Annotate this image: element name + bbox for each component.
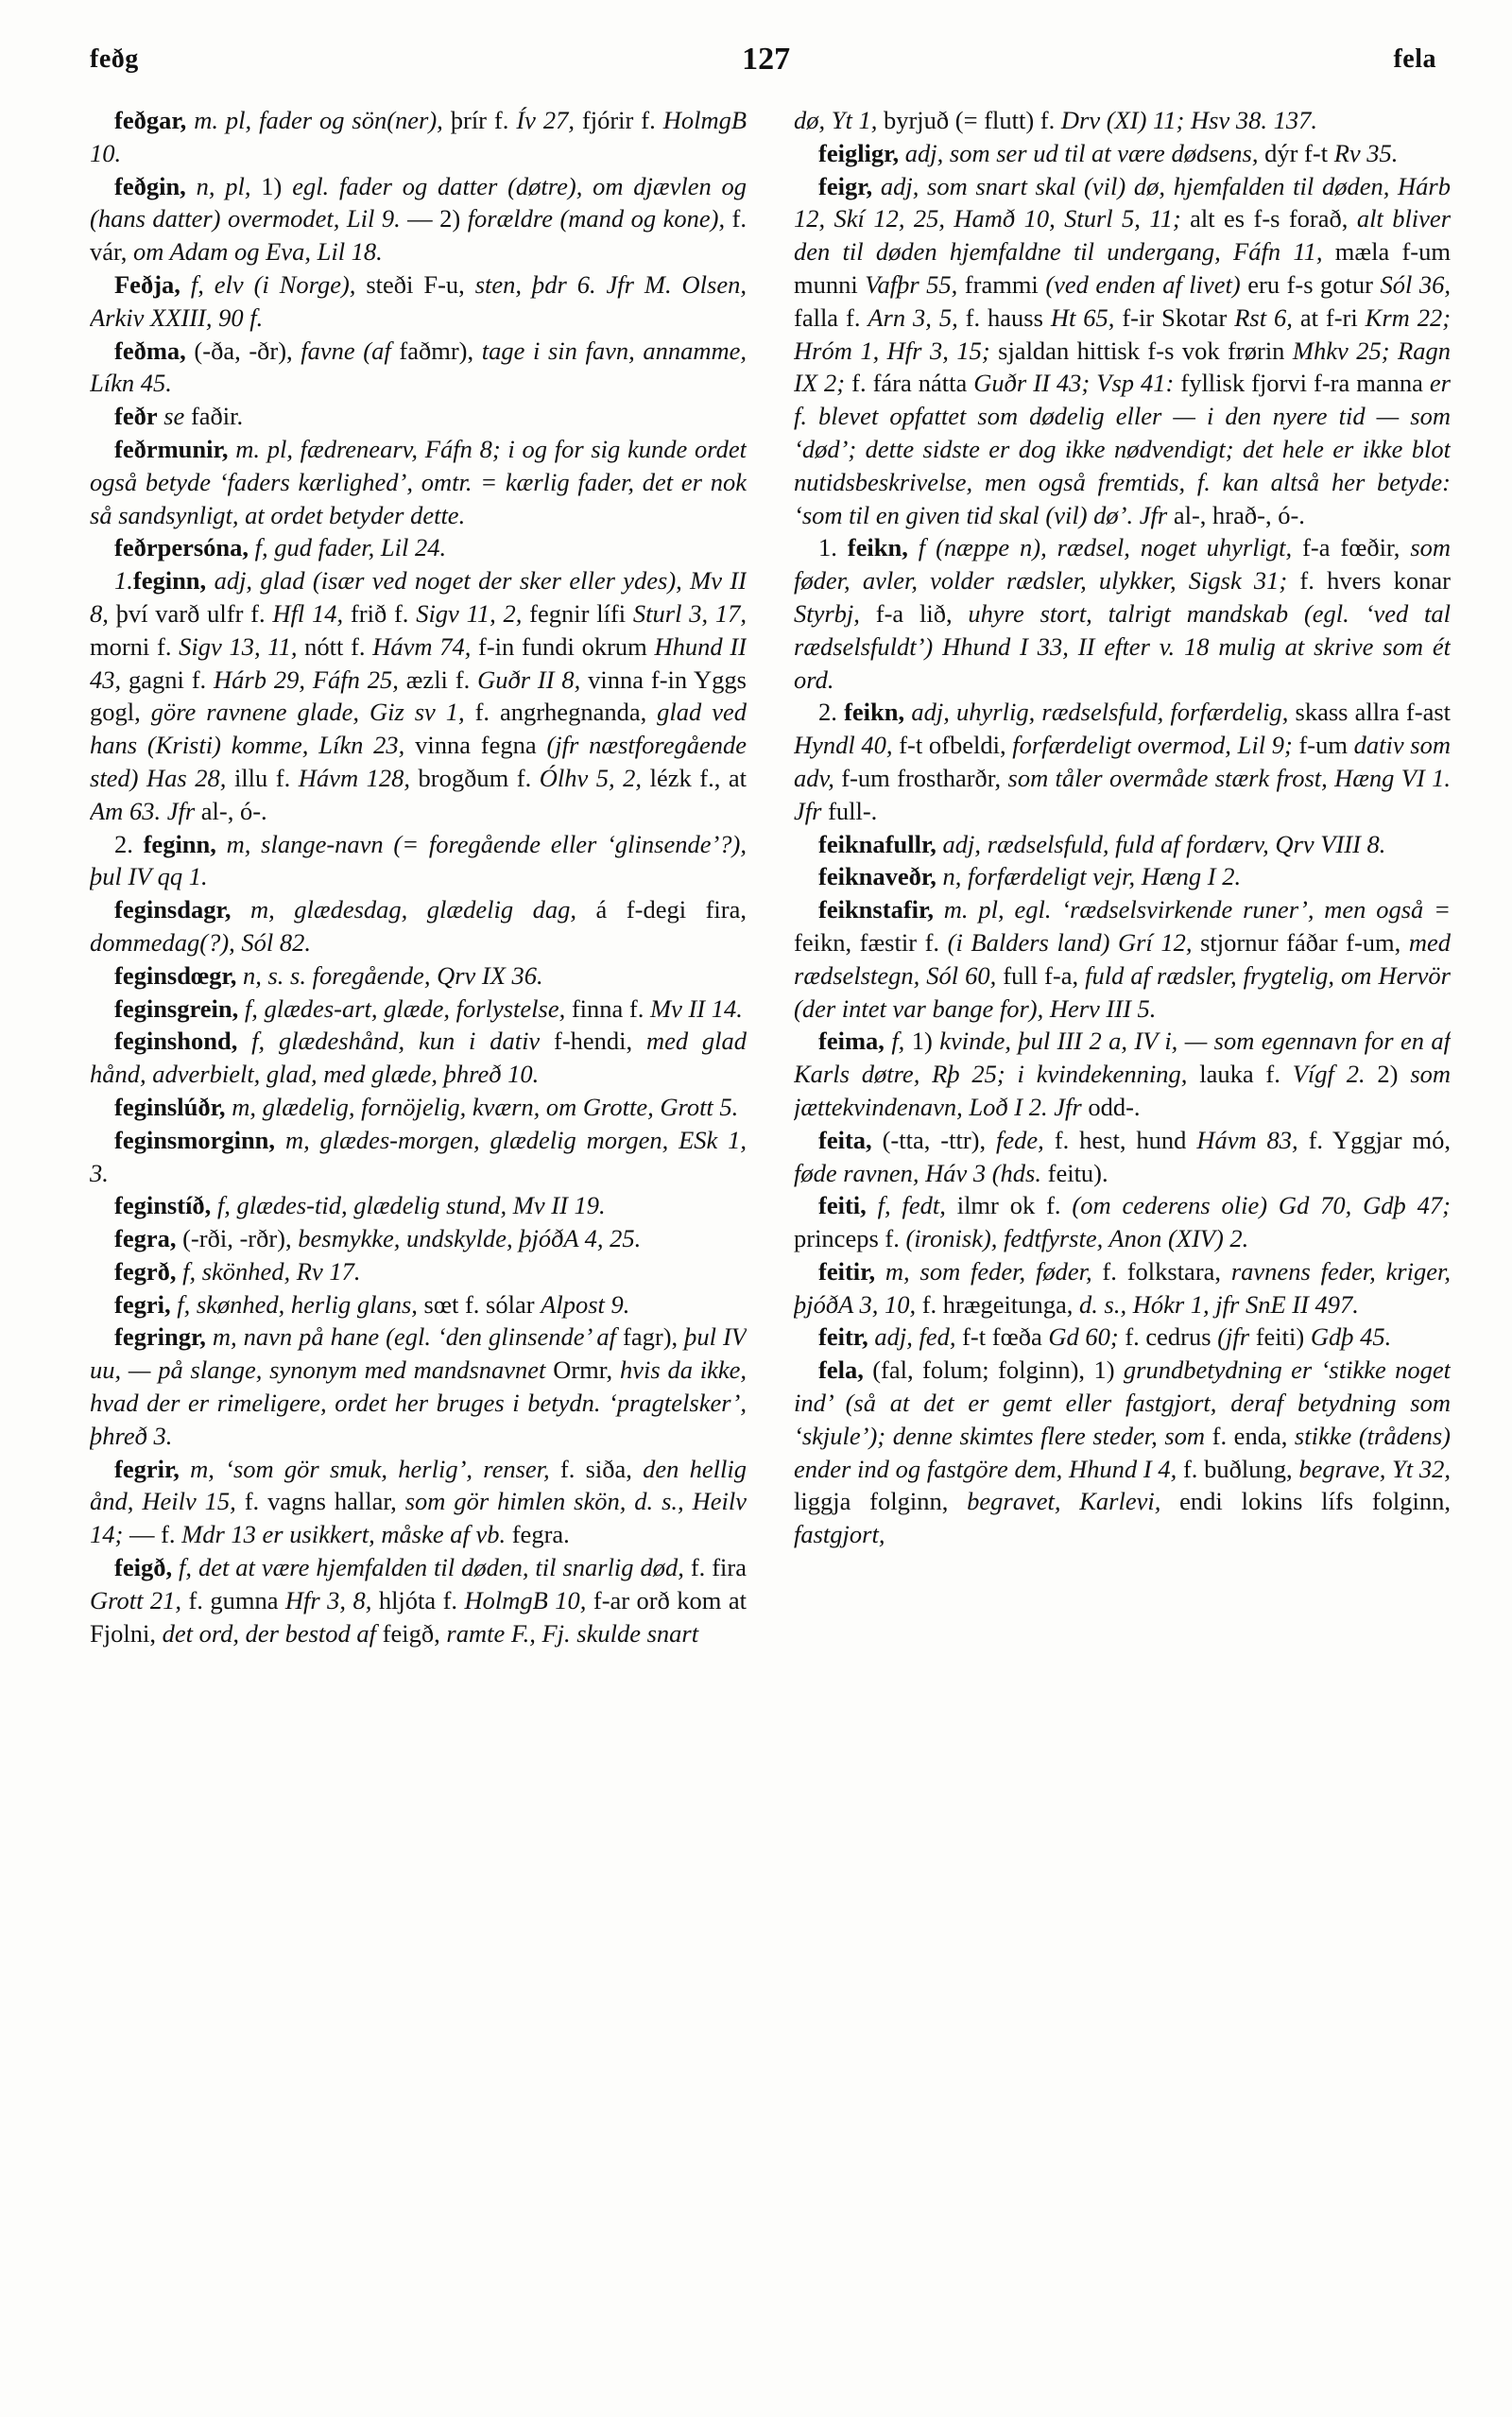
dictionary-entry: 1. feikn, f (næppe n), rædsel, noget uhyrligt, f-a fœðir, som føder, avler, volder rædsler, ulykker, Sigsk 31; f. hvers konar Styrbj, f-a lið, uhyre stort, talrigt mandskab (egl. ‘ved tal rædselsfuldt’) Hhund I 33, II efter v. 18 mulig at skrive som ét ord. — [794, 533, 1451, 694]
dictionary-entry: feigligr, adj, som ser ud til at være dødsens, dýr f-t Rv 35. — [818, 138, 1399, 167]
dictionary-entry: feðgin, n, pl, 1) egl. fader og datter (døtre), om djævlen og (hans datter) overmodet, Lil 9. — 2) forældre (mand og kone), f. vár, om Adam og Eva, Lil 18. — [90, 171, 747, 267]
dictionary-entry: feginsdagr, m, glædesdag, glædelig dag, á f-degi fira, dommedag(?), Sól 82. — [90, 895, 747, 957]
dictionary-entry: feiknafullr, adj, rædselsfuld, fuld af fordærv, Qrv VIII 8. — [818, 829, 1386, 858]
dictionary-entry: feita, (-tta, -ttr), fede, f. hest, hund Hávm 83, f. Yggjar mó, føde ravnen, Háv 3 (hds. feitu). — [794, 1125, 1451, 1187]
dictionary-entry: dø, Yt 1, byrjuð (= flutt) f. Drv (XI) 11; Hsv 38. 137. — [794, 106, 1317, 134]
dictionary-entry: feima, f, 1) kvinde, þul III 2 a, IV i, — som egennavn for en af Karls døtre, Rþ 25; i kvindekenning, lauka f. Vígf 2. 2) som jættekvindenavn, Loð I 2. Jfr odd-. — [794, 1027, 1451, 1121]
dictionary-entry: fegra, (-rði, -rðr), besmykke, undskylde, þjóðA 4, 25. — [114, 1224, 642, 1253]
dictionary-entry: 2. feginn, m, slange-navn (= foregående eller ‘glinsende’?), þul IV qq 1. — [90, 829, 747, 891]
dictionary-entry: feðrpersóna, f, gud fader, Lil 24. — [114, 533, 447, 562]
dictionary-entry: 2. feikn, adj, uhyrlig, rædselsfuld, forfærdelig, skass allra f-ast Hyndl 40, f-t ofbeldi, forfærdeligt overmod, Lil 9; f-um dativ som adv, f-um frostharðr, som tåler overmåde stærk frost, Hæng VI 1. Jfr full-. — [794, 698, 1451, 825]
dictionary-entry: fegrir, m, ‘som gör smuk, herlig’, renser, f. siða, den hellig ånd, Heilv 15, f. vagns hallar, som gör himlen skön, d. s., Heilv 14; — f. Mdr 13 er usikkert, måske af vb. fegra. — [90, 1454, 747, 1549]
text-columns — [90, 104, 1451, 2391]
dictionary-entry: feitir, m, som feder, føder, f. folkstara, ravnens feder, kriger, þjóðA 3, 10, f. hrægeitunga, d. s., Hókr 1, jfr SnE II 497. — [794, 1256, 1451, 1319]
dictionary-entry: feiknaveðr, n, forfærdeligt vejr, Hæng I 2. — [818, 862, 1242, 891]
dictionary-entry: feðgar, m. pl, fader og sön(ner), þrír f. Ív 27, fjórir f. HolmgB 10. — [90, 106, 747, 167]
dictionary-entry: feigð, f, det at være hjemfalden til døden, til snarlig død, f. fira Grott 21, f. gumna Hfr 3, 8, hljóta f. HolmgB 10, f-ar orð kom at Fjolni, det ord, der bestod af feigð, ramte F., Fj. skulde snart — [90, 1553, 747, 1648]
dictionary-entry: feginshond, f, glædeshånd, kun i dativ f-hendi, med glad hånd, adverbielt, glad, med glæde, þhreð 10. — [90, 1027, 747, 1089]
dictionary-entry: Feðja, f, elv (i Norge), steði F-u, sten, þdr 6. Jfr M. Olsen, Arkiv XXIII, 90 f. — [90, 269, 747, 332]
dictionary-entry: feðr se faðir. — [114, 402, 244, 431]
dictionary-entry: fegri, f, skønhed, herlig glans, sœt f. sólar Alpost 9. — [114, 1289, 630, 1319]
left-column — [90, 104, 747, 2391]
dictionary-entry: feiknstafir, m. pl, egl. ‘rædselsvirkende runer’, men også = feikn, fæstir f. (i Balders land) Grí 12, stjornur fáðar f-um, med rædselstegn, Sól 60, full f-a, fuld af rædsler, frygtelig, om Hervör (der intet var bange for), Herv III 5. — [794, 895, 1451, 1023]
dictionary-entry: feginsdœgr, n, s. s. foregående, Qrv IX 36. — [114, 960, 543, 990]
dictionary-entry: feðrmunir, m. pl, fædrenearv, Fáfn 8; i og for sig kunde ordet også betyde ‘faders kærlighed’, omtr. = kærlig fader, det er nok så sandsynligt, at ordet betyder dette. — [90, 434, 747, 529]
right-running-headword: fela — [1393, 44, 1436, 74]
dictionary-entry: feginslúðr, m, glædelig, fornöjelig, kværn, om Grotte, Grott 5. — [114, 1092, 739, 1121]
page-number: 127 — [742, 42, 791, 77]
dictionary-entry: fegringr, m, navn på hane (egl. ‘den glinsende’ af fagr), þul IV uu, — på slange, synonym med mandsnavnet Ormr, hvis da ikke, hvad der er rimeligere, ordet her bruges i betydn. ‘pragtelsker’, þhreð 3. — [90, 1322, 747, 1450]
left-running-headword: feðg — [90, 44, 139, 74]
dictionary-entry: feginsmorginn, m, glædes-morgen, glædelig morgen, ESk 1, 3. — [90, 1125, 747, 1187]
dictionary-entry: fela, (fal, folum; folginn), 1) grundbetydning er ‘stikke noget ind’ (så at det er gemt eller fastgjort, deraf betydning som ‘skjule’); denne skimtes flere steder, som f. enda, stikke (trådens) ender ind og fastgöre dem, Hhund I 4, f. buðlung, begrave, Yt 32, liggja folginn, begravet, Karlevi, endi lokins lífs folginn, fastgjort, — [794, 1355, 1451, 1549]
dictionary-entry: feigr, adj, som snart skal (vil) dø, hjemfalden til døden, Hárb 12, Skí 12, 25, Hamð 10, Sturl 5, 11; alt es f-s forað, alt bliver den til døden hjemfaldne til undergang, Fáfn 11, mæla f-um munni Vafþr 55, frammi (ved enden af livet) eru f-s gotur Sól 36, falla f. Arn 3, 5, f. hauss Ht 65, f-ir Skotar Rst 6, at f-ri Krm 22; Hróm 1, Hfr 3, 15; sjaldan hittisk f-s vok frørin Mhkv 25; Ragn IX 2; f. fára nátta Guðr II 43; Vsp 41: fyllisk fjorvi f-ra manna er f. blevet opfattet som dødelig eller — i den nyere tid — som ‘død’; dette sidste er dog ikke nødvendigt; det hele er ikke blot nutidsbeskrivelse, men også fremtids, f. kan altså her betyde: ‘som til en given tid skal (vil) dø’. Jfr al-, hrað-, ó-. — [794, 171, 1451, 529]
dictionary-entry: fegrð, f, skönhed, Rv 17. — [114, 1256, 361, 1286]
dictionary-entry: feitr, adj, fed, f-t fœða Gd 60; f. cedrus (jfr feiti) Gdþ 45. — [818, 1322, 1392, 1352]
page-header — [90, 36, 1436, 83]
dictionary-entry: feginstíð, f, glædes-tid, glædelig stund, Mv II 19. — [114, 1191, 606, 1220]
dictionary-entry: feðma, (-ða, -ðr), favne (af faðmr), tage i sin favn, annamme, Líkn 45. — [90, 336, 747, 398]
dictionary-entry: feginsgrein, f, glædes-art, glæde, forlystelse, finna f. Mv II 14. — [114, 993, 743, 1023]
dictionary-entry: 1.feginn, adj, glad (især ved noget der sker eller ydes), Mv II 8, því varð ulfr f. Hfl 14, frið f. Sigv 11, 2, fegnir lífi Sturl 3, 17, morni f. Sigv 13, 11, nótt f. Hávm 74, f-in fundi okrum Hhund II 43, gagni f. Hárb 29, Fáfn 25, æzli f. Guðr II 8, vinna f-in Yggs gogl, göre ravnene glade, Giz sv 1, f. angrhegnanda, glad ved hans (Kristi) komme, Líkn 23, vinna fegna (jfr næstforegående sted) Has 28, illu f. Hávm 128, brogðum f. Ólhv 5, 2, lézk f., at Am 63. Jfr al-, ó-. — [90, 566, 747, 825]
right-column — [794, 104, 1451, 2391]
dictionary-entry: feiti, f, fedt, ilmr ok f. (om cederens olie) Gd 70, Gdþ 47; princeps f. (ironisk), fedtfyrste, Anon (XIV) 2. — [794, 1191, 1451, 1253]
